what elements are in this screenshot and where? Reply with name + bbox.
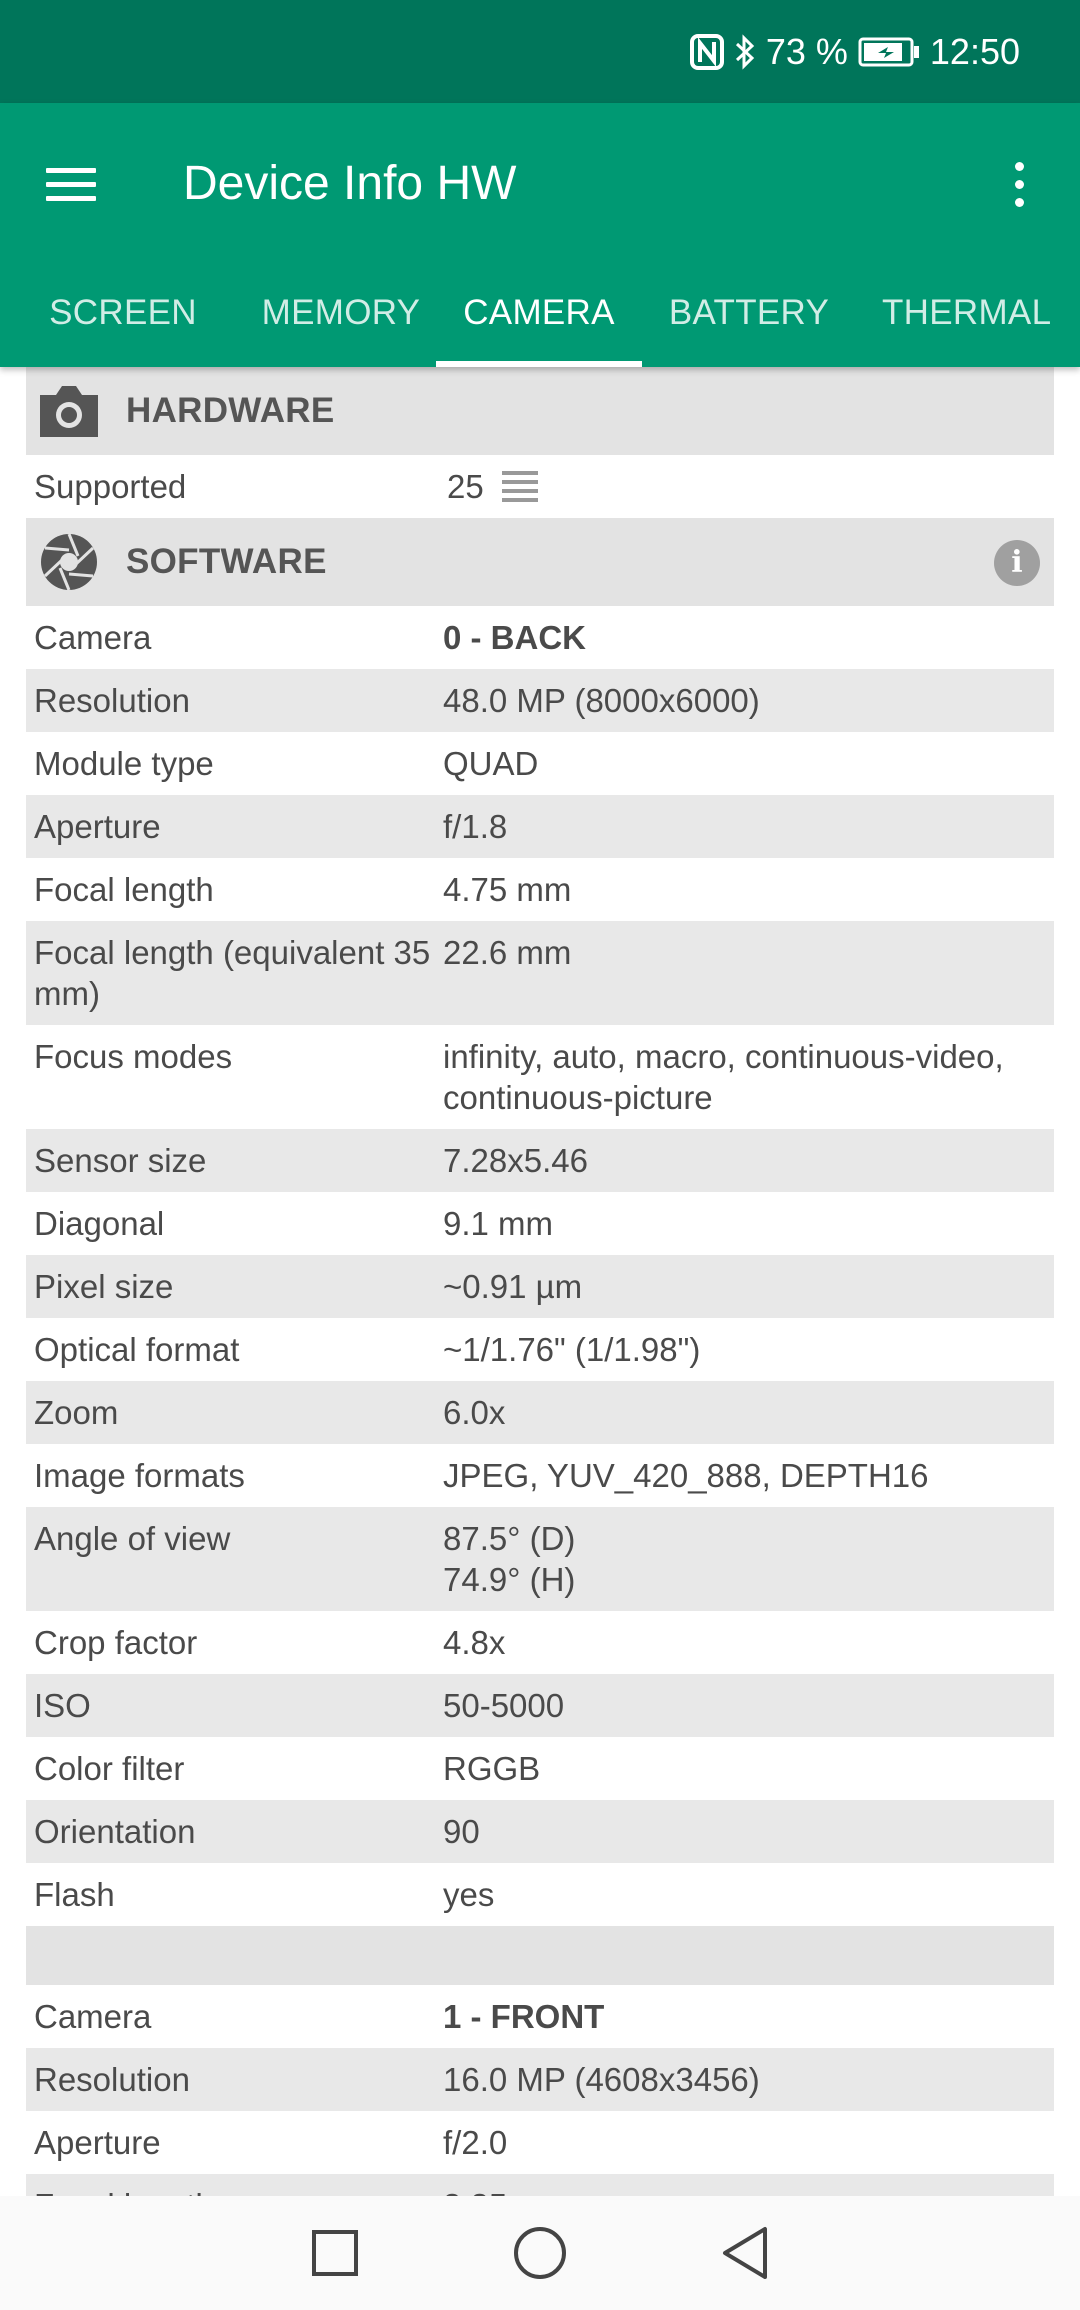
info-icon[interactable]: i bbox=[994, 540, 1040, 586]
info-row-label: Focal length (equivalent 35 mm) bbox=[34, 934, 431, 1012]
list-icon[interactable] bbox=[502, 471, 538, 502]
supported-count: 25 bbox=[447, 468, 484, 505]
battery-charging-icon bbox=[858, 37, 920, 67]
software-section-header bbox=[26, 518, 1054, 606]
info-row bbox=[26, 1444, 1054, 1507]
info-row bbox=[26, 732, 1054, 795]
info-row bbox=[26, 2111, 1054, 2174]
info-row-label: Resolution bbox=[34, 682, 190, 719]
info-row-value: 22.6 mm bbox=[443, 934, 572, 971]
info-row bbox=[26, 1381, 1054, 1444]
info-row-label: Zoom bbox=[34, 1394, 119, 1431]
info-row-value: 16.0 MP (4608x3456) bbox=[443, 2061, 760, 2098]
info-row bbox=[26, 858, 1054, 921]
info-row bbox=[26, 1025, 1054, 1129]
info-row bbox=[26, 1129, 1054, 1192]
info-row-value: 50-5000 bbox=[443, 1687, 565, 1724]
info-row bbox=[26, 1800, 1054, 1863]
tab-bar bbox=[0, 263, 1080, 367]
info-row-label: Diagonal bbox=[34, 1205, 165, 1242]
info-row bbox=[26, 2048, 1054, 2111]
info-row-value: JPEG, YUV_420_888, DEPTH16 bbox=[443, 1457, 929, 1494]
aperture-icon bbox=[36, 532, 102, 592]
info-row bbox=[26, 1507, 1054, 1611]
info-row-value: 1 - FRONT bbox=[443, 1998, 605, 2035]
info-row bbox=[26, 669, 1054, 732]
tab-memory[interactable]: MEMORY bbox=[261, 293, 421, 332]
hamburger-menu-icon[interactable] bbox=[34, 149, 108, 219]
info-row-value: 0 - BACK bbox=[443, 619, 587, 656]
info-row-label: Image formats bbox=[34, 1457, 245, 1494]
info-row-value: ~1/1.76" (1/1.98") bbox=[443, 1331, 701, 1368]
info-row-value: RGGB bbox=[443, 1750, 541, 1787]
info-row-value: 87.5° (D) 74.9° (H) bbox=[443, 1520, 576, 1598]
info-row-label: Pixel size bbox=[34, 1268, 174, 1305]
info-row-label: Sensor size bbox=[34, 1142, 207, 1179]
info-row bbox=[26, 795, 1054, 858]
info-row-label: Resolution bbox=[34, 2061, 190, 2098]
navigation-bar bbox=[0, 2196, 1080, 2310]
info-row-label: ISO bbox=[34, 1687, 91, 1724]
tab-camera[interactable]: CAMERA bbox=[436, 263, 642, 367]
info-row-label: Angle of view bbox=[34, 1520, 231, 1557]
nfc-icon bbox=[690, 34, 724, 70]
info-row bbox=[26, 1255, 1054, 1318]
info-row-value: 4.8x bbox=[443, 1624, 506, 1661]
info-row bbox=[26, 1674, 1054, 1737]
info-row bbox=[26, 606, 1054, 669]
camera-info-list[interactable] bbox=[26, 367, 1054, 2300]
hardware-title: HARDWARE bbox=[126, 391, 335, 430]
info-row-label: Focus modes bbox=[34, 1038, 233, 1075]
hardware-section-header bbox=[26, 367, 1054, 455]
info-row-label: Camera bbox=[34, 619, 152, 656]
back-triangle-icon[interactable] bbox=[715, 2223, 775, 2283]
camera-icon bbox=[36, 381, 102, 441]
info-row bbox=[26, 1737, 1054, 1800]
info-row-label: Crop factor bbox=[34, 1624, 198, 1661]
info-row bbox=[26, 1611, 1054, 1674]
supported-label: Supported bbox=[34, 468, 187, 505]
info-row-value: 7.28x5.46 bbox=[443, 1142, 588, 1179]
software-title: SOFTWARE bbox=[126, 542, 327, 581]
camera-separator bbox=[26, 1926, 1054, 1985]
info-row-label: Camera bbox=[34, 1998, 152, 2035]
info-row-value: 6.0x bbox=[443, 1394, 506, 1431]
info-row bbox=[26, 921, 1054, 1025]
battery-percent: 73 % bbox=[765, 30, 848, 72]
bluetooth-icon bbox=[734, 34, 756, 70]
info-row-label: Focal length bbox=[34, 871, 214, 908]
info-row-label: Module type bbox=[34, 745, 214, 782]
info-row-label: Aperture bbox=[34, 2124, 161, 2161]
tab-battery[interactable]: BATTERY bbox=[668, 293, 830, 332]
info-row-value: f/2.0 bbox=[443, 2124, 508, 2161]
info-row-value: ~0.91 µm bbox=[443, 1268, 583, 1305]
tab-screen[interactable]: SCREEN bbox=[49, 293, 197, 332]
more-vert-icon[interactable] bbox=[994, 149, 1044, 219]
info-row bbox=[26, 1192, 1054, 1255]
app-title: Device Info HW bbox=[183, 157, 517, 210]
info-row-value: 4.75 mm bbox=[443, 871, 572, 908]
tab-thermal[interactable]: THERMAL bbox=[882, 293, 1052, 332]
info-row-label: Orientation bbox=[34, 1813, 196, 1850]
info-row-value: 9.1 mm bbox=[443, 1205, 554, 1242]
recents-square-icon[interactable] bbox=[305, 2223, 365, 2283]
info-row-label: Color filter bbox=[34, 1750, 185, 1787]
info-row-value: 90 bbox=[443, 1813, 480, 1850]
info-row bbox=[26, 1318, 1054, 1381]
info-row-label: Flash bbox=[34, 1876, 115, 1913]
info-row-value: f/1.8 bbox=[443, 808, 508, 845]
status-bar bbox=[0, 0, 1080, 103]
app-bar bbox=[0, 103, 1080, 367]
info-row-value: yes bbox=[443, 1876, 495, 1913]
info-row bbox=[26, 1985, 1054, 2048]
info-row-value: infinity, auto, macro, continuous-video, continuous-picture bbox=[443, 1038, 1004, 1116]
info-row-label: Aperture bbox=[34, 808, 161, 845]
info-row-label: Optical format bbox=[34, 1331, 240, 1368]
home-circle-icon[interactable] bbox=[510, 2223, 570, 2283]
info-row-value: 48.0 MP (8000x6000) bbox=[443, 682, 760, 719]
clock: 12:50 bbox=[929, 30, 1020, 72]
info-row-value: QUAD bbox=[443, 745, 539, 782]
supported-row bbox=[26, 455, 1054, 518]
info-row bbox=[26, 1863, 1054, 1926]
